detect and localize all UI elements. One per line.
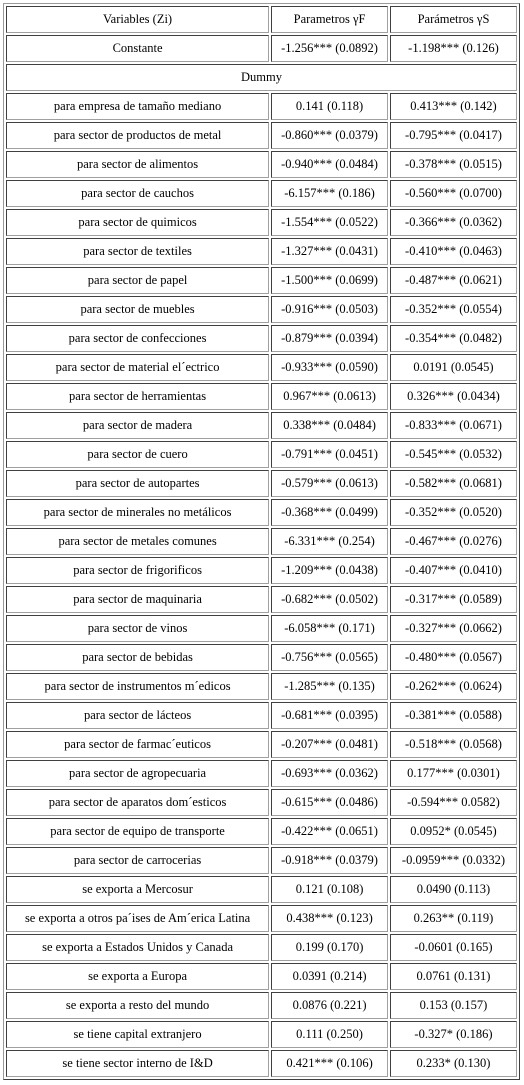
row-value-s: -0.560*** (0.0700) bbox=[390, 180, 517, 207]
row-label: para sector de material el´ectrico bbox=[6, 354, 269, 381]
row-value-f: 0.438*** (0.123) bbox=[271, 905, 388, 932]
row-label: para sector de maquinaria bbox=[6, 586, 269, 613]
table-row bbox=[6, 818, 517, 845]
row-label: para sector de metales comunes bbox=[6, 528, 269, 555]
row-value-f: 0.0391 (0.214) bbox=[271, 963, 388, 990]
table-row bbox=[6, 905, 517, 932]
row-label: para sector de madera bbox=[6, 412, 269, 439]
row-value-s: 0.0490 (0.113) bbox=[390, 876, 517, 903]
row-value-s: -0.327* (0.186) bbox=[390, 1021, 517, 1048]
row-value-s: 0.0761 (0.131) bbox=[390, 963, 517, 990]
row-value-s: -0.795*** (0.0417) bbox=[390, 122, 517, 149]
row-value-f: -6.157*** (0.186) bbox=[271, 180, 388, 207]
table-row bbox=[6, 557, 517, 584]
table-row bbox=[6, 528, 517, 555]
header-variables: Variables (Zi) bbox=[6, 6, 269, 33]
section-label: Dummy bbox=[6, 64, 517, 91]
table-row bbox=[6, 847, 517, 874]
table-row bbox=[6, 267, 517, 294]
row-label: para sector de cauchos bbox=[6, 180, 269, 207]
row-label: se exporta a otros pa´ises de Am´erica Latina bbox=[6, 905, 269, 932]
row-value-s: -0.0601 (0.165) bbox=[390, 934, 517, 961]
table-row bbox=[6, 499, 517, 526]
table-row bbox=[6, 470, 517, 497]
row-value-f: -1.256*** (0.0892) bbox=[271, 35, 388, 62]
row-value-f: -1.554*** (0.0522) bbox=[271, 209, 388, 236]
row-value-s: 0.177*** (0.0301) bbox=[390, 760, 517, 787]
row-value-f: -1.500*** (0.0699) bbox=[271, 267, 388, 294]
row-value-s: -0.467*** (0.0276) bbox=[390, 528, 517, 555]
row-value-f: 0.421*** (0.106) bbox=[271, 1050, 388, 1077]
row-label: para sector de autopartes bbox=[6, 470, 269, 497]
row-value-s: -0.327*** (0.0662) bbox=[390, 615, 517, 642]
row-value-s: -0.0959*** (0.0332) bbox=[390, 847, 517, 874]
table-row bbox=[6, 1050, 517, 1077]
row-value-s: -0.317*** (0.0589) bbox=[390, 586, 517, 613]
row-value-s: -0.352*** (0.0554) bbox=[390, 296, 517, 323]
row-label: para sector de minerales no metálicos bbox=[6, 499, 269, 526]
row-value-s: 0.233* (0.130) bbox=[390, 1050, 517, 1077]
row-value-f: -0.918*** (0.0379) bbox=[271, 847, 388, 874]
row-label: para sector de farmac´euticos bbox=[6, 731, 269, 758]
row-label: para sector de muebles bbox=[6, 296, 269, 323]
row-value-f: 0.111 (0.250) bbox=[271, 1021, 388, 1048]
header-param-s: Parámetros γS bbox=[390, 6, 517, 33]
row-label: Constante bbox=[6, 35, 269, 62]
table-row bbox=[6, 1021, 517, 1048]
table-row bbox=[6, 296, 517, 323]
row-value-s: -0.487*** (0.0621) bbox=[390, 267, 517, 294]
row-value-f: 0.199 (0.170) bbox=[271, 934, 388, 961]
row-value-f: -0.940*** (0.0484) bbox=[271, 151, 388, 178]
row-label: para sector de agropecuaria bbox=[6, 760, 269, 787]
row-value-f: 0.0876 (0.221) bbox=[271, 992, 388, 1019]
header-param-f: Parametros γF bbox=[271, 6, 388, 33]
row-label: para sector de cuero bbox=[6, 441, 269, 468]
table-row bbox=[6, 412, 517, 439]
row-value-f: -0.933*** (0.0590) bbox=[271, 354, 388, 381]
row-value-f: 0.141 (0.118) bbox=[271, 93, 388, 120]
row-value-s: -0.407*** (0.0410) bbox=[390, 557, 517, 584]
row-value-f: -0.682*** (0.0502) bbox=[271, 586, 388, 613]
row-value-s: 0.0952* (0.0545) bbox=[390, 818, 517, 845]
row-value-f: -1.209*** (0.0438) bbox=[271, 557, 388, 584]
table-row bbox=[6, 180, 517, 207]
table-row bbox=[6, 731, 517, 758]
row-label: se exporta a Estados Unidos y Canada bbox=[6, 934, 269, 961]
row-label: para sector de herramientas bbox=[6, 383, 269, 410]
table-row bbox=[6, 760, 517, 787]
table-row bbox=[6, 586, 517, 613]
row-label: para sector de equipo de transporte bbox=[6, 818, 269, 845]
row-value-s: -0.262*** (0.0624) bbox=[390, 673, 517, 700]
row-label: para sector de carrocerias bbox=[6, 847, 269, 874]
table-row bbox=[6, 992, 517, 1019]
row-value-s: 0.153 (0.157) bbox=[390, 992, 517, 1019]
row-value-f: 0.121 (0.108) bbox=[271, 876, 388, 903]
table-row bbox=[6, 93, 517, 120]
row-label: para sector de instrumentos m´edicos bbox=[6, 673, 269, 700]
table-row bbox=[6, 876, 517, 903]
table-row bbox=[6, 209, 517, 236]
table-row bbox=[6, 673, 517, 700]
row-value-s: -0.366*** (0.0362) bbox=[390, 209, 517, 236]
table-row bbox=[6, 122, 517, 149]
row-value-f: -0.368*** (0.0499) bbox=[271, 499, 388, 526]
row-value-s: -0.833*** (0.0671) bbox=[390, 412, 517, 439]
row-value-s: -0.518*** (0.0568) bbox=[390, 731, 517, 758]
row-value-f: -6.058*** (0.171) bbox=[271, 615, 388, 642]
row-value-s: -0.480*** (0.0567) bbox=[390, 644, 517, 671]
row-value-f: -1.285*** (0.135) bbox=[271, 673, 388, 700]
row-value-f: 0.338*** (0.0484) bbox=[271, 412, 388, 439]
row-value-f: -0.860*** (0.0379) bbox=[271, 122, 388, 149]
row-label: para sector de papel bbox=[6, 267, 269, 294]
table-row bbox=[6, 934, 517, 961]
table-row bbox=[6, 615, 517, 642]
row-value-f: -0.207*** (0.0481) bbox=[271, 731, 388, 758]
row-value-s: -0.378*** (0.0515) bbox=[390, 151, 517, 178]
row-value-f: -0.791*** (0.0451) bbox=[271, 441, 388, 468]
row-value-s: -0.545*** (0.0532) bbox=[390, 441, 517, 468]
row-value-s: -0.410*** (0.0463) bbox=[390, 238, 517, 265]
row-label: para sector de quimicos bbox=[6, 209, 269, 236]
row-value-f: -0.681*** (0.0395) bbox=[271, 702, 388, 729]
row-label: para sector de aparatos dom´esticos bbox=[6, 789, 269, 816]
row-value-f: -0.693*** (0.0362) bbox=[271, 760, 388, 787]
row-label: se tiene sector interno de I&D bbox=[6, 1050, 269, 1077]
header-row bbox=[6, 6, 517, 33]
row-value-s: -0.354*** (0.0482) bbox=[390, 325, 517, 352]
row-value-s: -0.352*** (0.0520) bbox=[390, 499, 517, 526]
row-value-f: -0.422*** (0.0651) bbox=[271, 818, 388, 845]
table-body bbox=[6, 6, 517, 1077]
table-row bbox=[6, 354, 517, 381]
regression-table bbox=[3, 3, 520, 1080]
table-row bbox=[6, 325, 517, 352]
row-label: para sector de bebidas bbox=[6, 644, 269, 671]
row-label: se exporta a Europa bbox=[6, 963, 269, 990]
row-label: para sector de alimentos bbox=[6, 151, 269, 178]
row-value-f: -1.327*** (0.0431) bbox=[271, 238, 388, 265]
table-row bbox=[6, 789, 517, 816]
row-value-f: -0.756*** (0.0565) bbox=[271, 644, 388, 671]
row-label: para sector de vinos bbox=[6, 615, 269, 642]
row-value-f: -0.579*** (0.0613) bbox=[271, 470, 388, 497]
table-row bbox=[6, 963, 517, 990]
row-value-s: -1.198*** (0.126) bbox=[390, 35, 517, 62]
row-value-s: -0.381*** (0.0588) bbox=[390, 702, 517, 729]
table-row bbox=[6, 644, 517, 671]
row-value-f: -0.879*** (0.0394) bbox=[271, 325, 388, 352]
row-value-s: 0.0191 (0.0545) bbox=[390, 354, 517, 381]
row-label: se exporta a Mercosur bbox=[6, 876, 269, 903]
row-label: para sector de frigorificos bbox=[6, 557, 269, 584]
table-row bbox=[6, 383, 517, 410]
table-row bbox=[6, 441, 517, 468]
row-label: para empresa de tamaño mediano bbox=[6, 93, 269, 120]
row-value-s: 0.263** (0.119) bbox=[390, 905, 517, 932]
row-label: para sector de confecciones bbox=[6, 325, 269, 352]
row-value-s: 0.413*** (0.142) bbox=[390, 93, 517, 120]
constante-row bbox=[6, 35, 517, 62]
row-value-s: 0.326*** (0.0434) bbox=[390, 383, 517, 410]
row-label: se tiene capital extranjero bbox=[6, 1021, 269, 1048]
row-value-f: -6.331*** (0.254) bbox=[271, 528, 388, 555]
row-label: para sector de lácteos bbox=[6, 702, 269, 729]
row-value-f: -0.916*** (0.0503) bbox=[271, 296, 388, 323]
row-label: se exporta a resto del mundo bbox=[6, 992, 269, 1019]
row-value-f: -0.615*** (0.0486) bbox=[271, 789, 388, 816]
table-row bbox=[6, 702, 517, 729]
section-row bbox=[6, 64, 517, 91]
table-row bbox=[6, 238, 517, 265]
table-row bbox=[6, 151, 517, 178]
row-value-f: 0.967*** (0.0613) bbox=[271, 383, 388, 410]
row-value-s: -0.594*** 0.0582) bbox=[390, 789, 517, 816]
row-value-s: -0.582*** (0.0681) bbox=[390, 470, 517, 497]
row-label: para sector de productos de metal bbox=[6, 122, 269, 149]
row-label: para sector de textiles bbox=[6, 238, 269, 265]
